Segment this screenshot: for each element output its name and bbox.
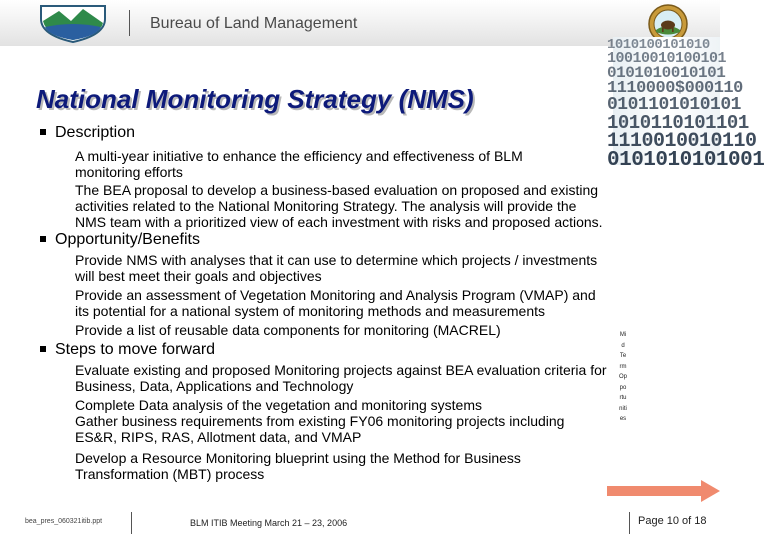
footer-page-number: Page 10 of 18 — [638, 515, 707, 527]
binary-line: 0101010010101 — [607, 64, 726, 82]
bullet-item-line: its potential for a national system of monitoring methods and measurements — [75, 303, 546, 319]
arrow-right-icon — [607, 480, 720, 502]
bullet-item-line: Develop a Resource Monitoring blueprint using the Method for Business — [75, 450, 521, 466]
bullet-item-line: Evaluate existing and proposed Monitoring projects against BEA evaluation criteria for — [75, 362, 607, 378]
bullet-item-line: Provide a list of reusable data components for monitoring (MACREL) — [75, 322, 501, 338]
binary-line: 1010100101010 — [607, 37, 710, 53]
bullet-item-line: NMS team with a prioritized view of each investment with risks and proposed actions. — [75, 214, 603, 230]
footer-divider — [629, 512, 630, 534]
bullet-item-line: ES&R, RIPS, RAS, Allotment data, and VMAP — [75, 429, 362, 445]
binary-line: 0101101010101 — [607, 95, 741, 115]
square-bullet-icon — [40, 129, 46, 135]
bullet-item-line: A multi-year initiative to enhance the efficiency and effectiveness of BLM — [75, 148, 523, 164]
section-heading-text: Opportunity/Benefits — [55, 231, 200, 248]
mid-term-opportunities-label: Mid Term Opportunities — [619, 332, 628, 422]
bullet-item-line: Gather business requirements from existing FY06 monitoring projects including — [75, 413, 565, 429]
footer-filename: bea_pres_060321itib.ppt — [25, 518, 103, 525]
binary-line: 1010110101101 — [607, 112, 749, 134]
bullet-item-line: activities related to the National Monitoring Strategy. The analysis will provide the — [75, 198, 577, 214]
bullet-item-line: Transformation (MBT) process — [75, 466, 265, 482]
binary-line: 1110010010110 — [607, 130, 757, 153]
section-heading-steps-forward — [40, 341, 215, 359]
binary-line: 1110000$000110 — [607, 79, 743, 98]
section-heading-opportunity-benefits — [40, 231, 200, 249]
bullet-item-line: Provide an assessment of Vegetation Monitoring and Analysis Program (VMAP) and — [75, 287, 596, 303]
bullet-item-line: The BEA proposal to develop a business-based evaluation on proposed and existing — [75, 182, 599, 198]
binary-line: 10010010100101 — [607, 50, 727, 67]
bullet-item-line: Business, Data, Applications and Technology — [75, 378, 354, 394]
section-heading-text: Steps to move forward — [55, 341, 216, 358]
bullet-item-line: will best meet their goals and objectives — [75, 268, 322, 284]
footer-divider — [131, 512, 132, 534]
header-title: Bureau of Land Management — [150, 15, 358, 32]
bullet-item-line: monitoring efforts — [75, 164, 183, 180]
square-bullet-icon — [40, 236, 46, 242]
header-divider — [129, 10, 130, 36]
binary-line: 0101010101001 — [607, 149, 764, 172]
footer-meeting: BLM ITIB Meeting March 21 – 23, 2006 — [190, 518, 348, 528]
bullet-item-line: Provide NMS with analyses that it can use to determine which projects / investments — [75, 252, 598, 268]
binary-code-image — [607, 37, 764, 172]
square-bullet-icon — [40, 346, 46, 352]
page-title: National Monitoring Strategy (NMS) — [36, 84, 474, 114]
section-heading-text: Description — [55, 124, 136, 141]
section-heading-description — [40, 124, 135, 142]
bullet-item-line: Complete Data analysis of the vegetation and monitoring systems — [75, 397, 482, 413]
blm-logo — [37, 3, 109, 43]
